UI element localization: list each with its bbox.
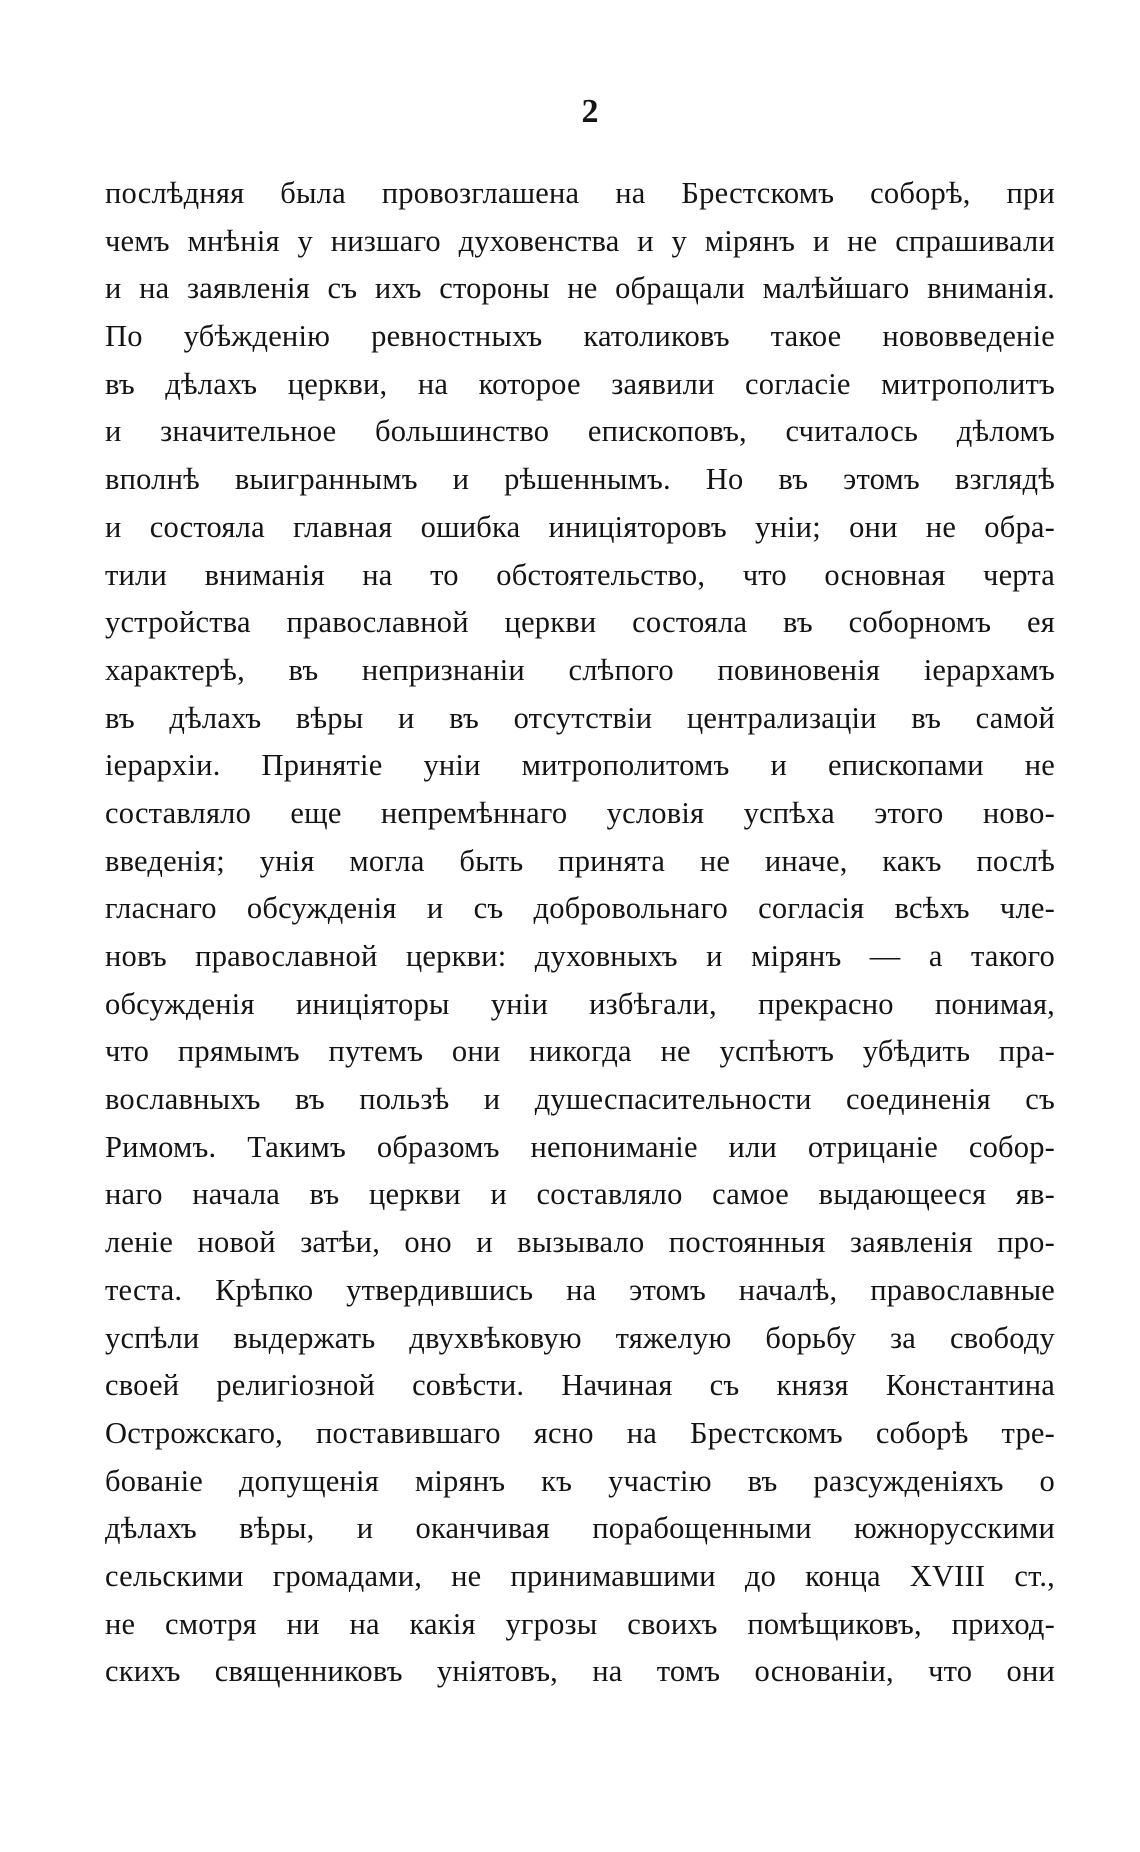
text-line: чемъ мнѣнія у низшаго духовенства и у мірянъ и не спрашивали bbox=[105, 223, 1055, 258]
page-number: 2 bbox=[581, 93, 599, 130]
text-line: введенія; унія могла быть принята не иначе, какъ послѣ bbox=[105, 843, 1055, 878]
text-line: наго начала въ церкви и составляло самое выдающееся яв- bbox=[105, 1177, 1055, 1212]
text-line: бованіе допущенія мірянъ къ участію въ разсужденіяхъ о bbox=[105, 1463, 1055, 1498]
text-line: и состояла главная ошибка иниціяторовъ уніи; они не обра- bbox=[105, 509, 1055, 544]
text-line: составляло еще непремѣннаго условія успѣха этого ново- bbox=[105, 795, 1055, 830]
text-line: скихъ священниковъ уніятовъ, на томъ основаніи, что они bbox=[105, 1654, 1055, 1689]
text-line: Римомъ. Такимъ образомъ непониманіе или отрицаніе собор- bbox=[105, 1129, 1055, 1164]
text-line: теста. Крѣпко утвердившись на этомъ началѣ, православные bbox=[105, 1272, 1055, 1307]
text-line: устройства православной церкви состояла въ соборномъ ея bbox=[105, 605, 1055, 640]
text-line: въ дѣлахъ церкви, на которое заявили согласіе митрополитъ bbox=[105, 366, 1055, 401]
text-line: послѣдняя была провозглашена на Брестскомъ соборѣ, при bbox=[105, 176, 1055, 210]
text-line: дѣлахъ вѣры, и оканчивая порабощенными южнорусскими bbox=[105, 1511, 1055, 1546]
text-line: леніе новой затѣи, оно и вызывало постоянныя заявленія про- bbox=[105, 1225, 1055, 1260]
body-text bbox=[105, 170, 1055, 1696]
text-line: гласнаго обсужденія и съ добровольнаго согласія всѣхъ чле- bbox=[105, 891, 1055, 926]
text-line: характерѣ, въ непризнаніи слѣпого повиновенія іерархамъ bbox=[105, 652, 1055, 687]
text-line: сельскими громадами, не принимавшими до конца XVIII ст., bbox=[105, 1558, 1055, 1593]
text-line: тили вниманія на то обстоятельство, что основная черта bbox=[105, 557, 1055, 592]
text-line: обсужденія иниціяторы уніи избѣгали, прекрасно понимая, bbox=[105, 986, 1055, 1021]
text-line: и на заявленія съ ихъ стороны не обращали малѣйшаго вниманія. bbox=[105, 271, 1055, 306]
text-line: Острожскаго, поставившаго ясно на Брестскомъ соборѣ тре- bbox=[105, 1415, 1055, 1450]
text-line: и значительное большинство епископовъ, считалось дѣломъ bbox=[105, 414, 1055, 449]
text-line: іерархіи. Принятіе уніи митрополитомъ и епископами не bbox=[105, 748, 1055, 783]
text-line: вполнѣ выиграннымъ и рѣшеннымъ. Но въ этомъ взглядѣ bbox=[105, 462, 1055, 497]
text-line: не смотря ни на какія угрозы своихъ помѣщиковъ, приход- bbox=[105, 1606, 1055, 1641]
text-line: успѣли выдержать двухвѣковую тяжелую борьбу за свободу bbox=[105, 1320, 1055, 1355]
text-line: что прямымъ путемъ они никогда не успѣютъ убѣдить пра- bbox=[105, 1034, 1055, 1069]
text-line: По убѣжденію ревностныхъ католиковъ такое нововведеніе bbox=[105, 319, 1055, 354]
text-line: своей религіозной совѣсти. Начиная съ князя Константина bbox=[105, 1368, 1055, 1403]
text-line: новъ православной церкви: духовныхъ и мірянъ — а такого bbox=[105, 939, 1055, 973]
text-line: вославныхъ въ пользѣ и душеспасительности соединенія съ bbox=[105, 1082, 1055, 1117]
text-line: въ дѣлахъ вѣры и въ отсутствіи централизаціи въ самой bbox=[105, 700, 1055, 735]
